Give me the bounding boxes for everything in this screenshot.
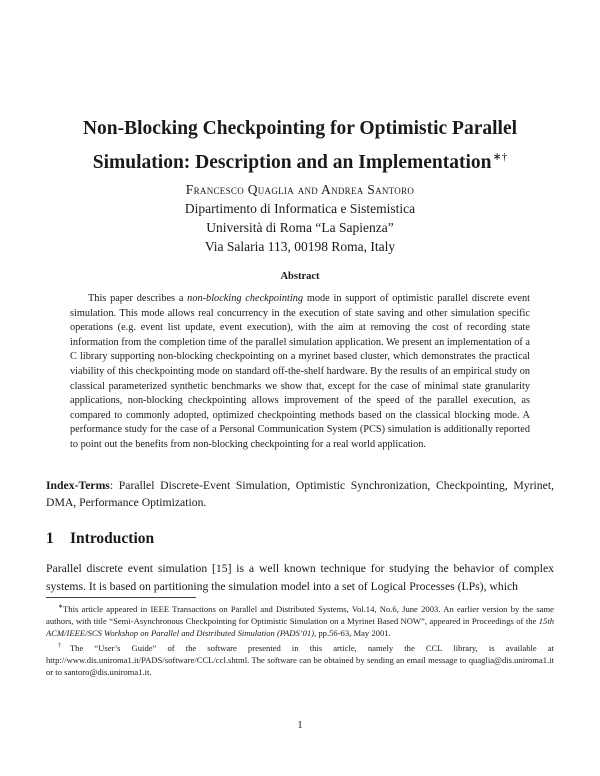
footnote-1-text-end: , pp.56-63, May 2001. <box>314 628 391 639</box>
author-block <box>40 180 560 256</box>
footnote-1-mark: ∗ <box>58 604 64 610</box>
title-line-2: Simulation: Description and an Implementation <box>92 152 492 173</box>
title-footnote-marks: ∗† <box>492 151 508 163</box>
paper-title <box>40 114 560 177</box>
section-heading-introduction <box>46 530 154 548</box>
abstract-text-start: This paper describes a <box>88 293 188 304</box>
affiliation-university: Università di Roma “La Sapienza” <box>206 220 394 235</box>
index-terms-label: Index-Terms <box>46 479 110 492</box>
section-number: 1 <box>46 530 54 547</box>
footnotes <box>46 601 554 679</box>
abstract-text-rest: mode in support of optimistic parallel discrete event simulation. This mode allows real concurrency in the execution of state saving and other simulation specific operations (e.g. event list update, event execution), with the aim at removing the cost of recording state information from the completion time of the parallel simulation application. We present an implementation of a C library supporting non-blocking checkpointing on a myrinet based cluster, which demonstrates the practical viability of this checkpointing mode on standard off-the-shelf hardware. By the results of an empirical study on classical parameterized synthetic benchmarks we show that, except for the case of minimal state granularity applications, non-blocking checkpointing allows improvement of the speed of the parallel execution, as compared to commonly adopted, optimized checkpointing methods based on the classical blocking mode. A performance study for the case of a Personal Communication System (PCS) simulation is additionally reported to point out the benefits from non-blocking checkpointing for a real world application. <box>70 293 530 450</box>
footnote-2-mark: † <box>58 642 70 649</box>
index-terms <box>46 478 554 511</box>
abstract-body <box>70 292 530 453</box>
abstract-heading: Abstract <box>280 271 320 282</box>
footnote-1-emphasis: 15th ACM/IEEE/SCS Workshop on Parallel and Distributed Simulation (PADS’01) <box>46 616 554 639</box>
index-terms-list: : Parallel Discrete-Event Simulation, Optimistic Synchronization, Checkpointing, Myrinet, DMA, Performance Optimization. <box>46 479 554 509</box>
section-title: Introduction <box>70 530 155 547</box>
abstract-emphasis: non-blocking checkpointing <box>187 293 304 304</box>
title-line-1: Non-Blocking Checkpointing for Optimistic Parallel <box>82 118 518 139</box>
footnote-rule <box>46 597 196 598</box>
footnote-1-text-start: This article appeared in IEEE Transactions on Parallel and Distributed Systems, Vol.14, No.6, June 2003. An earlier version by the same authors, with title “Semi-Asynchronous Checkpointing for Optimistic Simulation on a Myrinet Based NOW”, appeared in Proceedings of the <box>46 603 554 627</box>
footnote-1 <box>46 601 554 640</box>
footnote-2-text: The “User’s Guide” of the software presented in this article, namely the CCL library, is available at http://www.dis.uniroma1.it/PADS/software/CCL/ccl.shtml. The software can be obtained by sending an email message to quaglia@dis.uniroma1.it or to santoro@dis.uniroma1.it. <box>46 642 554 678</box>
author-names: Francesco Quaglia and Andrea Santoro <box>185 182 415 197</box>
affiliation-department: Dipartimento di Informatica e Sistemistica <box>184 201 416 216</box>
page-number: 1 <box>297 720 303 731</box>
footnote-2 <box>46 640 554 679</box>
introduction-paragraph: Parallel discrete event simulation [15] is a well known technique for studying the behavior of complex systems. It is based on partitioning the simulation model into a set of Logical Processes (LPs), which <box>46 562 554 593</box>
affiliation-address: Via Salaria 113, 00198 Roma, Italy <box>204 239 396 254</box>
